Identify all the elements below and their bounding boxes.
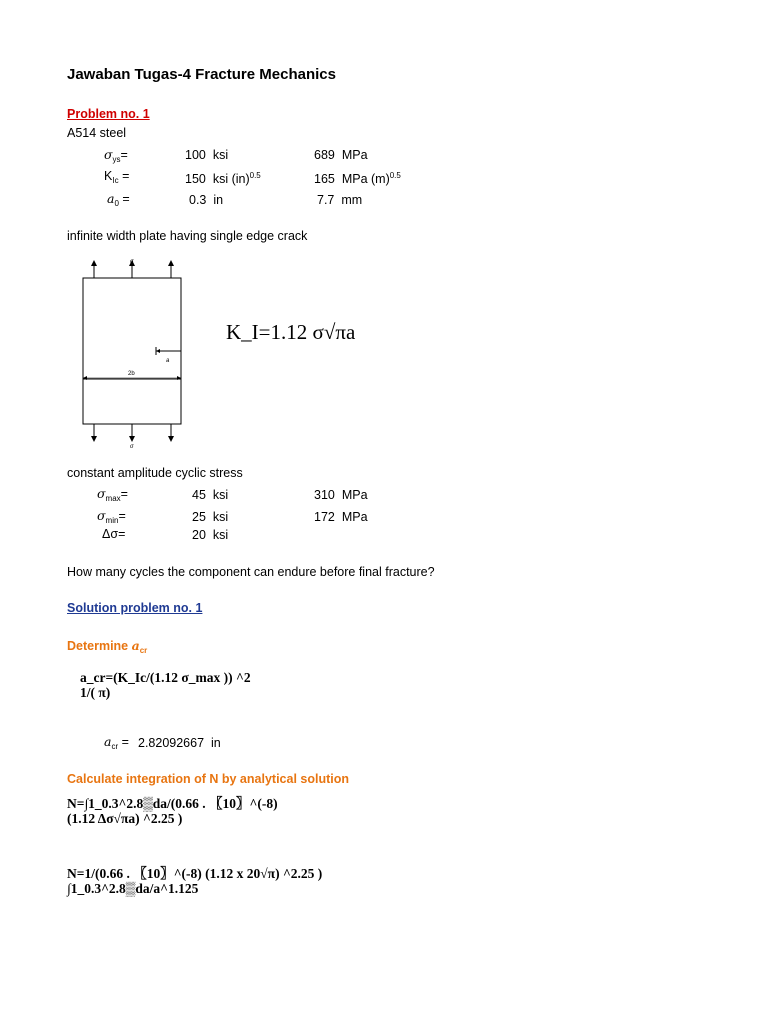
stress-value-ksi: 25 ksi [192,510,229,524]
stress-value-ksi: 20 ksi [192,528,229,542]
n-formula-2-line1: N=1/(0.66 . 〖10〗^(-8) (1.12 x 20√π) ^2.25 ) [67,866,323,881]
question-text: How many cycles the component can endure before final fracture? [67,565,435,579]
acr-result-value: 2.82092667 in [138,736,221,750]
property-value-ksi: 100 ksi [185,148,229,162]
page-title: Jawaban Tugas-4 Fracture Mechanics [67,66,336,83]
stress-value-mpa: 172 MPa [314,510,368,524]
problem-heading: Problem no. 1 [67,107,150,121]
n-formula-1-line2: (1.12 Δσ√πa) ^2.25 ) [67,811,183,826]
sigma-top-label: σ [130,259,134,265]
acr-formula-line1: a_cr=(K_Ic/(1.12 σ_max )) ^2 [80,670,251,685]
crack-length-label: a [166,358,170,364]
acr-result: $a_{cr}$ = [104,734,129,751]
edge-crack-plate-figure [70,254,200,454]
property-value-mm: 7.7 mm [317,193,363,207]
acr-formula-line2: 1/( π) [80,685,111,700]
n-formula-1-line1: N=∫1_0.3^2.8▒da/(0.66 . 〖10〗^(-8) [67,796,278,811]
integration-heading: Calculate integration of N by analytical solution [67,772,349,786]
property-value-in: 0.3 in [189,193,224,207]
sigma-bottom-label: σ [130,444,134,450]
stress-symbol-sigma-min: $\sigma_{min}=$ [97,508,126,525]
property-symbol-a0: $a_0$ = [107,191,130,208]
solution-heading: Solution problem no. 1 [67,601,203,615]
stress-symbol-sigma-max: $\sigma_{max}=$ [97,486,128,503]
property-symbol-k-ic: $K_{Ic}$ = [104,169,130,185]
stress-value-ksi: 45 ksi [192,488,229,502]
stress-value-mpa: 310 MPa [314,488,368,502]
width-label: 2b [128,371,135,377]
n-formula-2-line2: ∫1_0.3^2.8▒da/a^1.125 [67,881,199,896]
ki-formula: K_I=1.12 σ√πa [226,320,356,344]
determine-acr-heading: Determine $a_{cr}$ [67,638,148,655]
stress-symbol-delta-sigma: Δσ= [102,527,126,541]
property-value-si: 689 MPa [314,148,368,162]
plate-description: infinite width plate having single edge crack [67,229,308,243]
property-value-ksi: 150 ksi (in)$^{0.5}$ [185,171,261,186]
cyclic-stress-description: constant amplitude cyclic stress [67,466,243,480]
property-symbol-sigma-ys: $\sigma_{ys}=$ [104,147,128,164]
property-value-si: 165 MPa $(m)^{0.5}$ [314,171,401,186]
material-label: A514 steel [67,126,127,140]
